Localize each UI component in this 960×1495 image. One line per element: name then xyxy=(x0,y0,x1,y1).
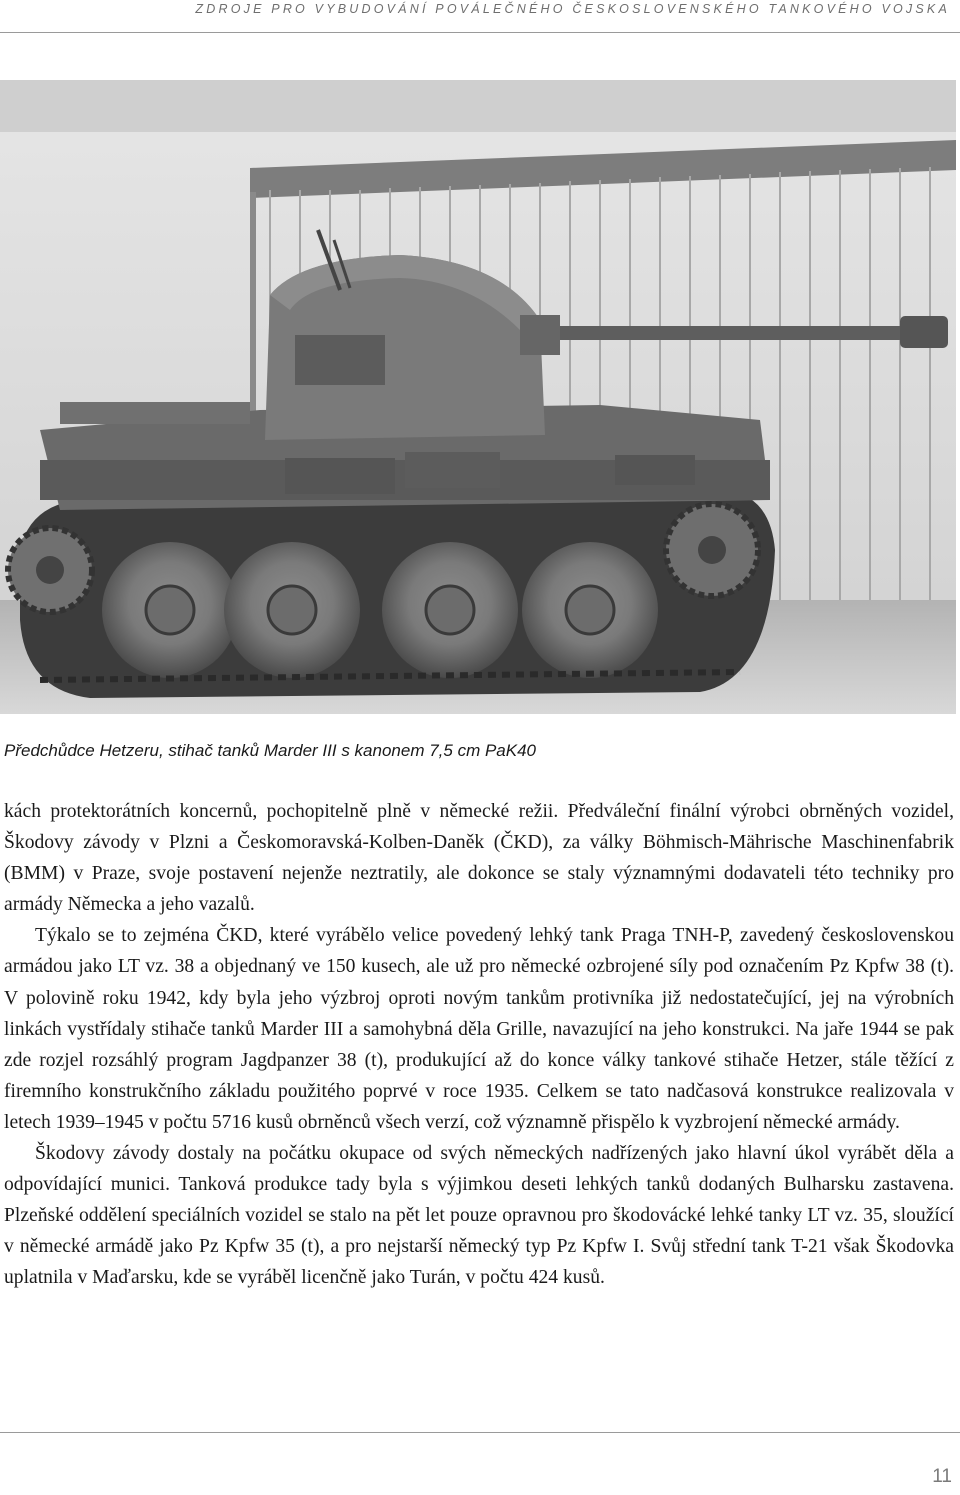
paragraph: Týkalo se to zejména ČKD, které vyrábělo velice povedený lehký tank Praga TNH-P, zavedený československou armádou jako LT vz. 38 a objednaný ve 150 kusech, ale už pro německé ozbrojené síly pod označením Pz Kpfw 38 (t). V polovině roku 1942, kdy byla jeho výzbroj oproti novým tankům protivníka již nedostatečující, jej na výrobních linkách vystřídaly stihače tanků Marder III a samohybná děla Grille, navazující na jeho konstrukci. Na jaře 1944 se pak zde rozjel rozsáhlý program Jagdpanzer 38 (t), produkující až do konce války tankové stihače Hetzer, stále těžící z firemního konstrukčního základu použitého poprvé v roce 1935. Celkem se tato nadčasová konstrukce realizovala v letech 1939–1945 v počtu 5716 kusů obrněnců všech verzí, což významně přispělo k vyzbrojení německé armády. xyxy=(4,925,954,1133)
body-text xyxy=(4,796,954,1294)
paragraph: kách protektorátních koncernů, pochopitelně plně v německé režii. Předváleční finální výrobci obrněných vozidel, Škodovy závody v Plzni a Českomoravská-Kolben-Daněk (ČKD), za války Böhmisch-Mährische Maschinenfabrik (BMM) v Praze, svoje postavení nejenže neztratily, ale dokonce se staly významnými dodavateli této techniky pro armády Německa a jeho vazalů. xyxy=(4,801,954,916)
paragraph: Škodovy závody dostaly na počátku okupace od svých německých nadřízených jako hlavní úkol vyrábět děla a odpovídající munici. Tanková produkce tady byla s výjimkou deseti lehkých tanků dodaných Bulharsku zastavena. Plzeňské oddělení speciálních vozidel se stalo na pět let pouze opravnou pro škodovácké lehké tanky LT vz. 35, sloužící v německé armádě jako Pz Kpfw 35 (t), a pro nejstarší německý typ Pz Kpfw I. Svůj střední tank T-21 však Škodovka uplatnila v Maďarsku, kde se vyráběl licenčně jako Turán, v počtu 424 kusů. xyxy=(4,1143,954,1289)
footer-divider xyxy=(0,1432,960,1433)
header-divider xyxy=(0,32,960,33)
running-head-title: ZDROJE PRO VYBUDOVÁNÍ POVÁLEČNÉHO ČESKOSLOVENSKÉHO TANKOVÉHO VOJSKA xyxy=(195,2,950,16)
tank-photograph xyxy=(0,80,956,714)
page-number: 11 xyxy=(932,1466,952,1487)
figure-caption: Předchůdce Hetzeru, stihač tanků Marder III s kanonem 7,5 cm PaK40 xyxy=(4,741,536,760)
